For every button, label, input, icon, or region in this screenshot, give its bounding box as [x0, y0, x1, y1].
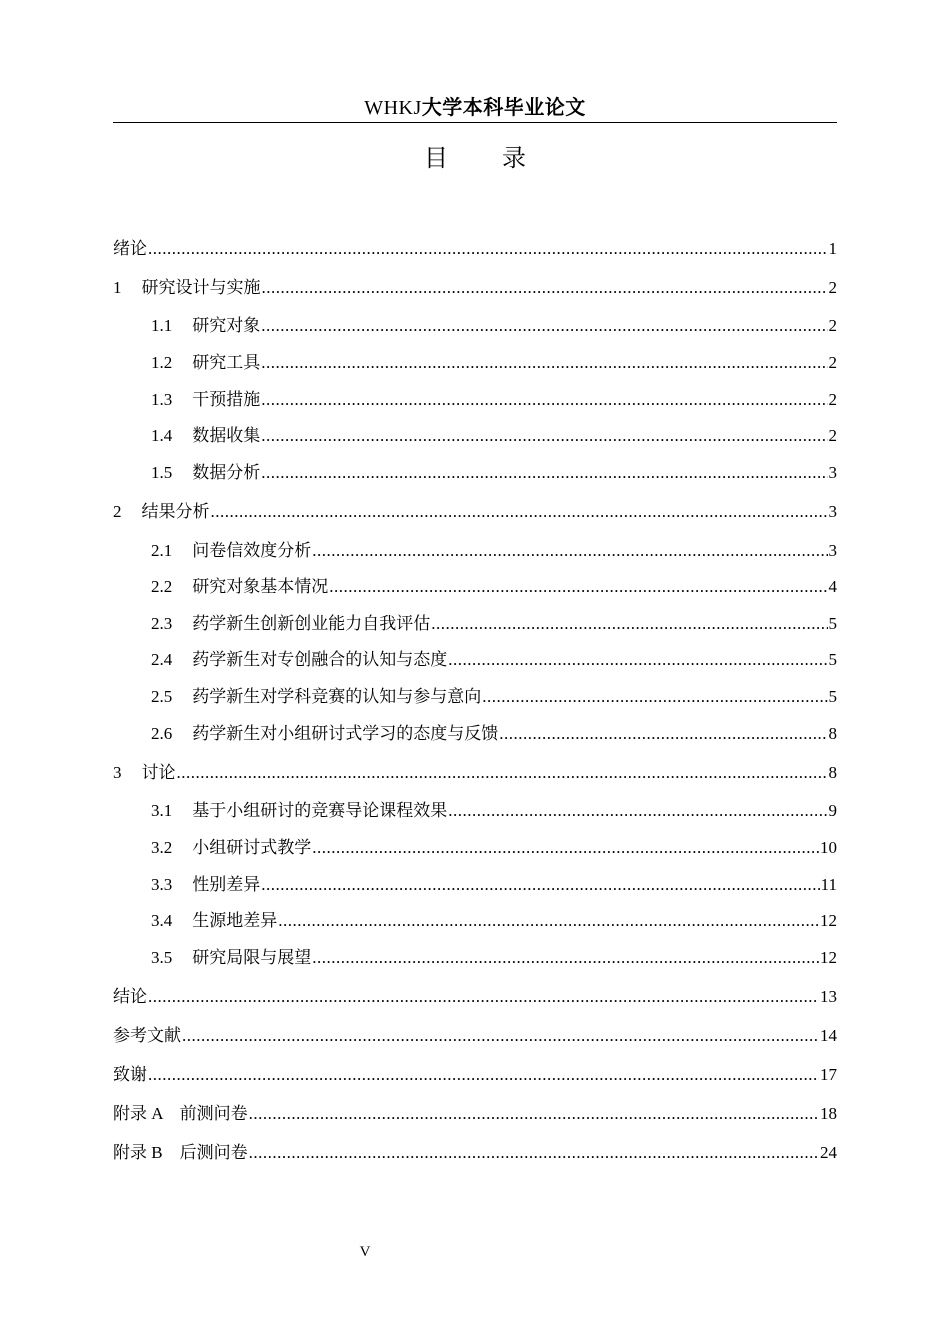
toc-entry[interactable] [151, 678, 837, 708]
toc-entry[interactable] [151, 866, 837, 896]
toc-entry-label: 生源地差异 [192, 911, 278, 930]
toc-entry-page: 5 [828, 614, 837, 633]
toc-leader-dots [249, 1103, 819, 1125]
toc-entry[interactable] [151, 381, 837, 411]
toc-leader-dots [278, 910, 819, 932]
toc-entry[interactable] [151, 902, 837, 932]
toc-entry-page: 2 [828, 278, 837, 297]
toc-entry[interactable] [113, 493, 837, 523]
toc-entry-number: 3.3 [151, 875, 173, 894]
header-school-code: WHKJ [364, 97, 422, 119]
toc-entry[interactable] [151, 417, 837, 447]
toc-entry[interactable] [151, 715, 837, 745]
toc-entry-page: 12 [820, 911, 837, 930]
toc-entry-page: 3 [828, 541, 837, 560]
toc-entry[interactable] [113, 269, 837, 299]
toc-entry-number: 3.1 [151, 801, 173, 820]
toc-leader-dots [261, 389, 827, 411]
toc-entry-page: 2 [828, 316, 837, 335]
toc-entry[interactable] [151, 939, 837, 969]
toc-entry-number: 3.4 [151, 911, 173, 930]
toc-entry-page: 11 [820, 875, 837, 894]
header-title: 大学本科毕业论文 [421, 95, 586, 119]
toc-entry-number: 1 [113, 278, 122, 297]
toc-entry-page: 8 [828, 724, 837, 743]
toc-entry-number: 2.3 [151, 614, 173, 633]
toc-entry[interactable] [151, 792, 837, 822]
toc-entry-page: 10 [820, 838, 837, 857]
toc-entry-label: 基于小组研讨的竞赛导论课程效果 [192, 801, 448, 820]
toc-entry-label: 讨论 [141, 763, 176, 782]
toc-title: 目 录 [424, 146, 550, 172]
toc-entry-label: 研究设计与实施 [141, 278, 261, 297]
toc-entry-number: 3.5 [151, 948, 173, 967]
toc-entry[interactable] [113, 1017, 837, 1047]
toc-entry-page: 12 [820, 948, 837, 967]
toc-entry-page: 24 [820, 1143, 837, 1162]
toc-entry-label: 问卷信效度分析 [192, 541, 312, 560]
toc-entry-number: 2.4 [151, 650, 173, 669]
toc-entry[interactable] [113, 1095, 837, 1125]
toc-leader-dots [261, 462, 827, 484]
toc-leader-dots [148, 238, 828, 260]
toc-entry[interactable] [151, 605, 837, 635]
toc-leader-dots [448, 800, 827, 822]
toc-entry[interactable] [151, 307, 837, 337]
toc-entry-page: 18 [820, 1104, 837, 1123]
toc-entry-number: 1.4 [151, 426, 173, 445]
toc-entry-page: 9 [828, 801, 837, 820]
toc-entry-page: 5 [828, 650, 837, 669]
toc-entry-page: 2 [828, 390, 837, 409]
toc-entry-page: 2 [828, 353, 837, 372]
toc-entry-page: 2 [828, 426, 837, 445]
toc-leader-dots [261, 425, 827, 447]
toc-entry[interactable] [151, 344, 837, 374]
toc-entry-label: 性别差异 [192, 875, 261, 894]
toc-entry-label: 小组研讨式教学 [192, 838, 312, 857]
toc-leader-dots [312, 947, 819, 969]
toc-entry-label: 附录 A 前测问卷 [113, 1104, 248, 1123]
toc-entry-label: 药学新生对学科竞赛的认知与参与意向 [192, 687, 482, 706]
toc-entry-page: 13 [820, 987, 837, 1006]
toc-entry-label: 药学新生对专创融合的认知与态度 [192, 650, 448, 669]
toc-leader-dots [182, 1025, 819, 1047]
toc-entry-page: 14 [820, 1026, 837, 1045]
toc-entry-label: 致谢 [113, 1065, 147, 1084]
toc-leader-dots [448, 649, 827, 671]
toc-entry[interactable] [113, 978, 837, 1008]
toc-entry-number: 2.6 [151, 724, 173, 743]
toc-entry-number: 2 [113, 502, 122, 521]
toc-entry-page: 17 [820, 1065, 837, 1084]
toc-entry-number: 2.1 [151, 541, 173, 560]
toc-entry-page: 3 [828, 502, 837, 521]
toc-leader-dots [262, 277, 828, 299]
toc-leader-dots [431, 613, 827, 635]
toc-entry-label: 附录 B 后测问卷 [113, 1143, 248, 1162]
toc-entry-number: 3.2 [151, 838, 173, 857]
toc-leader-dots [261, 874, 819, 896]
toc-entry-label: 数据分析 [192, 463, 261, 482]
toc-leader-dots [211, 501, 828, 523]
toc-entry-number: 2.2 [151, 577, 173, 596]
toc-leader-dots [499, 723, 827, 745]
toc-entry[interactable] [113, 1134, 837, 1164]
toc-entry-page: 4 [828, 577, 837, 596]
toc-entry-label: 研究对象基本情况 [192, 577, 329, 596]
toc-entry-label: 药学新生对小组研讨式学习的态度与反馈 [192, 724, 499, 743]
toc-entry-label: 研究对象 [192, 316, 261, 335]
toc-entry[interactable] [151, 532, 837, 562]
toc-leader-dots [329, 576, 827, 598]
toc-entry-label: 数据收集 [192, 426, 261, 445]
toc-entry-number: 1.3 [151, 390, 173, 409]
toc-entry[interactable] [113, 1056, 837, 1086]
toc-entry-label: 结论 [113, 987, 147, 1006]
toc-leader-dots [148, 986, 819, 1008]
toc-entry[interactable] [151, 829, 837, 859]
toc-leader-dots [148, 1064, 819, 1086]
toc-entry-label: 绪论 [113, 239, 147, 258]
toc-entry[interactable] [151, 641, 837, 671]
toc-entry[interactable] [113, 230, 837, 260]
page-header [113, 92, 837, 123]
toc-entry[interactable] [151, 568, 837, 598]
toc-entry[interactable] [113, 754, 837, 784]
toc-entry-page: 1 [828, 239, 837, 258]
toc-entry-label: 结果分析 [141, 502, 210, 521]
toc-entry-label: 参考文献 [113, 1026, 181, 1045]
toc-leader-dots [482, 686, 827, 708]
toc-entry-number: 3 [113, 763, 122, 782]
toc-leader-dots [177, 762, 828, 784]
toc-entry-page: 8 [828, 763, 837, 782]
toc-leader-dots [261, 315, 827, 337]
toc-leader-dots [249, 1142, 819, 1164]
toc-entry-number: 1.5 [151, 463, 173, 482]
toc-entry-page: 5 [828, 687, 837, 706]
toc-entry-label: 研究工具 [192, 353, 261, 372]
toc-entry-label: 药学新生创新创业能力自我评估 [192, 614, 431, 633]
toc-entry[interactable] [151, 454, 837, 484]
toc-entry-number: 2.5 [151, 687, 173, 706]
toc-entry-label: 研究局限与展望 [192, 948, 312, 967]
page-number: V [359, 1244, 371, 1260]
toc-entry-number: 1.2 [151, 353, 173, 372]
toc-leader-dots [312, 837, 819, 859]
toc-leader-dots [312, 540, 827, 562]
toc-entry-label: 干预措施 [192, 390, 261, 409]
toc-entry-number: 1.1 [151, 316, 173, 335]
toc-entry-page: 3 [828, 463, 837, 482]
toc-leader-dots [261, 352, 827, 374]
